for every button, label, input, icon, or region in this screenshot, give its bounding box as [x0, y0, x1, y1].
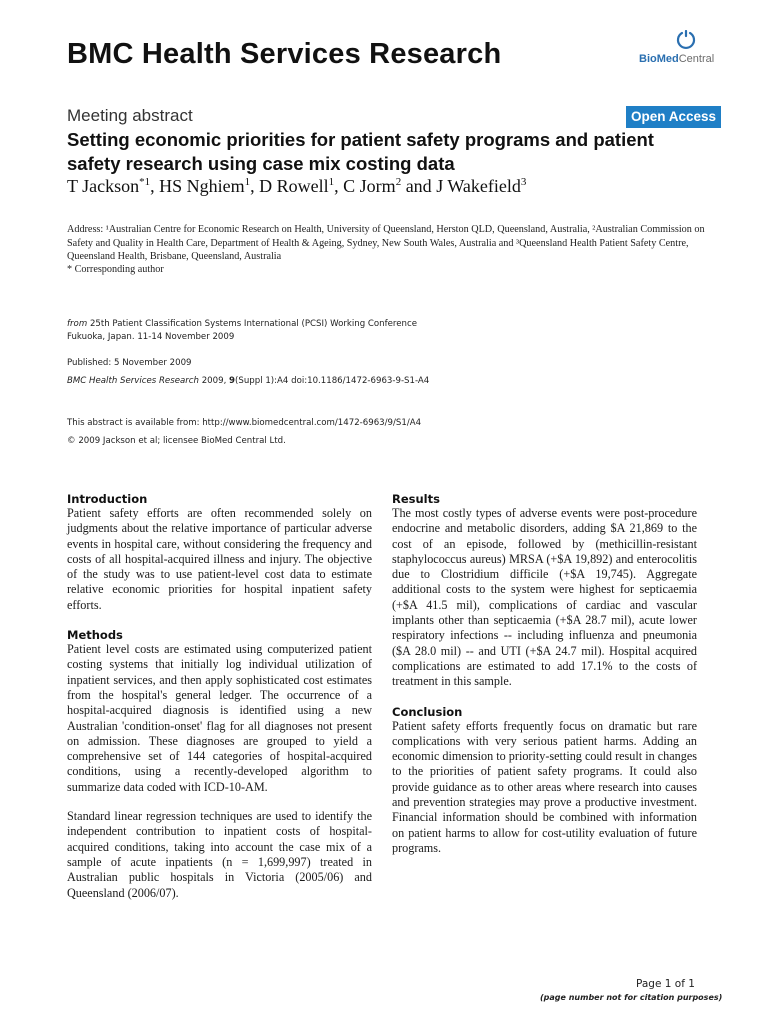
conclusion-text: Patient safety efforts frequently focus on dramatic but rare complications with very serious patient harms. Adding an economic dimension to priority-setting could result in changes to the priorities of patient safety programs. It could also provide guidance as to other areas where research into causes and prevention strategies may prove a productive investment. Financial information should be combined with information on patient harms to allow for cost-utility evaluation of future programs. [392, 718, 697, 855]
right-column [392, 492, 697, 856]
conclusion-heading: Conclusion [392, 704, 463, 719]
abstract-availability-link[interactable]: This abstract is available from: http://www.biomedcentral.com/1472-6963/9/S1/A4 [67, 418, 422, 428]
author-name: T Jackson [67, 176, 140, 196]
introduction-text: Patient safety efforts are often recommended solely on judgments about the relative importance of particular adverse events in hospital care, without considering the frequency and costs of all hospital-acquired illness and injury. The objective of the study was to use patient-level cost data to estimate relative economic priorities for hospital inpatient safety efforts. [67, 506, 372, 612]
results-heading: Results [392, 492, 440, 506]
citation-line [67, 375, 429, 388]
article-type-label: Meeting abstract [67, 106, 193, 125]
logo-central-text: Central [678, 53, 715, 65]
conference-name: 25th Patient Classification Systems International (PCSI) Working Conference [89, 319, 418, 329]
methods-text: Patient level costs are estimated using computerized patient costing systems that initially log individual utilization of inpatient services, and then apply sophisticated cost estimates from the hospital's general ledger. The occurrence of a hospital-acquired diagnosis is identified using a new Australian 'condition-onset' flag for all diagnoses not present on admission. These diagnoses are grouped to yield a comprehensive set of 144 categories of hospital-acquired conditions, using a recently-developed algorithm to summarize data coded with ICD-10-AM. [67, 642, 372, 794]
author-name: J Wakefield [436, 176, 521, 196]
journal-title: BMC Health Services Research [67, 38, 502, 70]
methods-heading: Methods [67, 628, 123, 643]
introduction-heading: Introduction [67, 492, 148, 506]
conference-line [67, 318, 417, 331]
published-date: Published: 5 November 2009 [67, 358, 192, 368]
author-affiliation: *1 [139, 176, 151, 188]
citation-year: 2009, [201, 376, 230, 386]
biomed-logo-icon [676, 30, 696, 52]
author-affiliation: 2 [395, 176, 402, 188]
logo-bio-text: BioMed [639, 53, 679, 65]
copyright-notice: © 2009 Jackson et al; licensee BioMed Central Ltd. [67, 436, 286, 446]
author-name: C Jorm [343, 176, 396, 196]
from-prefix: from [67, 319, 88, 329]
author-name: D Rowell [259, 176, 329, 196]
author-affiliation: 1 [244, 176, 251, 188]
citation-volume: 9 [229, 376, 236, 386]
author-address: Address: ¹Australian Centre for Economic Research on Health, University of Queensland, Herston QLD, Queensland, Australia, ²Australian Commission on Safety and Quality in Health Care, Department of Health & Ageing, Sydney, New South Wales, Australia and ³Queensland Health Patient Safety Centre, Queensland Health, Brisbane, Queensland, Australia [67, 224, 705, 262]
author-name: HS Nghiem [159, 176, 245, 196]
page-number: Page 1 of 1 [636, 978, 695, 990]
conference-location: Fukuoka, Japan. 11-14 November 2009 [67, 332, 235, 342]
author-list: T Jackson$^{*1}$, HS Nghiem$^1$, D Rowell$^1$, C Jorm$^2$ and J Wakefield$^3$ [67, 176, 527, 196]
corresponding-author-note: * Corresponding author [67, 264, 164, 275]
author-affiliation: 3 [520, 176, 527, 188]
citation-journal: BMC Health Services Research [67, 376, 199, 386]
results-text: The most costly types of adverse events were post-procedure endocrine and metabolic disorders, adding $A 21,869 to the cost of an episode, followed by (methicillin-resistant staphylococcus aureus) MRSA (+$A 19,892) and enterocolitis due to Clostridium difficile (+$A 19,745). Aggregate additional costs to the system were highest for septicaemia (+$A 41.5 mil), complications of cardiac and vascular implants other than septicaemia (+$A 28.7 mil), acute lower respiratory infections -- including influenza and pneumonia ($A 28.0 mil) -- and UTI (+$A 24.7 mil). Hospital acquired complications are estimated to add 17.1% to the costs of treatment in this sample. [392, 506, 697, 689]
biomed-central-logo [636, 30, 715, 70]
footer-note: (page number not for citation purposes) [540, 993, 723, 1002]
article-title: Setting economic priorities for patient safety programs and patient safety research using case mix costing data [67, 129, 654, 174]
citation-doi: (Suppl 1):A4 doi:10.1186/1472-6963-9-S1-A4 [235, 376, 430, 386]
methods-text-2: Standard linear regression techniques are used to identify the independent contribution to inpatient costs of hospital-acquired conditions, taking into account the case mix of a sample of acute inpatients (n = 1,699,997) treated in Australian public hospitals in Victoria (2005/06) and Queensland (2006/07). [67, 809, 372, 900]
author-affiliation: 1 [328, 176, 335, 188]
open-access-badge: Open Access [626, 106, 721, 128]
left-column [67, 492, 372, 901]
